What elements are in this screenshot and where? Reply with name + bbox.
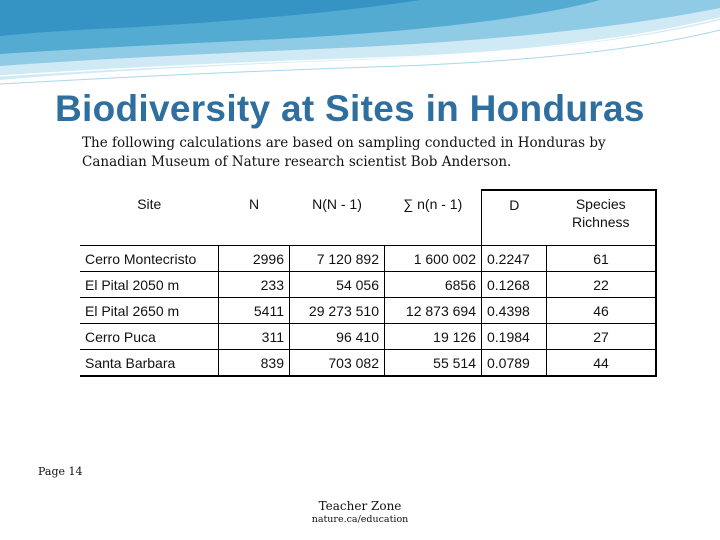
cell-site: Cerro Montecristo: [80, 246, 219, 272]
cell-n-n-minus-1: 96 410: [290, 324, 385, 350]
cell-species-richness: 44: [547, 350, 657, 377]
table-row: [80, 298, 656, 324]
header-sum-n-n-minus-1: ∑ n(n - 1): [385, 190, 482, 246]
cell-n: 839: [219, 350, 290, 377]
cell-sum: 55 514: [385, 350, 482, 377]
cell-n-n-minus-1: 54 056: [290, 272, 385, 298]
table-row: [80, 350, 656, 377]
cell-n: 233: [219, 272, 290, 298]
header-d: D: [482, 190, 547, 246]
cell-d: 0.1984: [482, 324, 547, 350]
footer-teacher-zone: Teacher Zone: [318, 499, 402, 513]
cell-d: 0.2247: [482, 246, 547, 272]
cell-d: 0.4398: [482, 298, 547, 324]
header-site: Site: [80, 190, 219, 246]
cell-n-n-minus-1: 29 273 510: [290, 298, 385, 324]
header-wave-decoration: [0, 0, 720, 90]
cell-site: Santa Barbara: [80, 350, 219, 377]
cell-species-richness: 27: [547, 324, 657, 350]
cell-n: 2996: [219, 246, 290, 272]
cell-sum: 19 126: [385, 324, 482, 350]
cell-sum: 6856: [385, 272, 482, 298]
table-row: [80, 246, 656, 272]
cell-d: 0.1268: [482, 272, 547, 298]
cell-sum: 12 873 694: [385, 298, 482, 324]
cell-d: 0.0789: [482, 350, 547, 377]
cell-site: Cerro Puca: [80, 324, 219, 350]
cell-n-n-minus-1: 7 120 892: [290, 246, 385, 272]
cell-species-richness: 22: [547, 272, 657, 298]
biodiversity-table: [80, 189, 657, 377]
subtitle-text: The following calculations are based on sampling conducted in Honduras by Canadian Museum of Nature research scientist Bob Anderson.: [82, 135, 606, 170]
cell-species-richness: 46: [547, 298, 657, 324]
cell-n: 311: [219, 324, 290, 350]
cell-n: 5411: [219, 298, 290, 324]
table-row: [80, 324, 656, 350]
cell-site: El Pital 2650 m: [80, 298, 219, 324]
footer-url: nature.ca/education: [311, 514, 409, 525]
table-header-row: [80, 190, 656, 246]
table-row: [80, 272, 656, 298]
cell-species-richness: 61: [547, 246, 657, 272]
page-number: Page 14: [38, 465, 83, 478]
cell-n-n-minus-1: 703 082: [290, 350, 385, 377]
header-n: N: [219, 190, 290, 246]
header-species-richness: Species Richness: [547, 190, 657, 246]
cell-site: El Pital 2050 m: [80, 272, 219, 298]
cell-sum: 1 600 002: [385, 246, 482, 272]
page-title: Biodiversity at Sites in Honduras: [55, 88, 645, 129]
header-n-n-minus-1: N(N - 1): [290, 190, 385, 246]
